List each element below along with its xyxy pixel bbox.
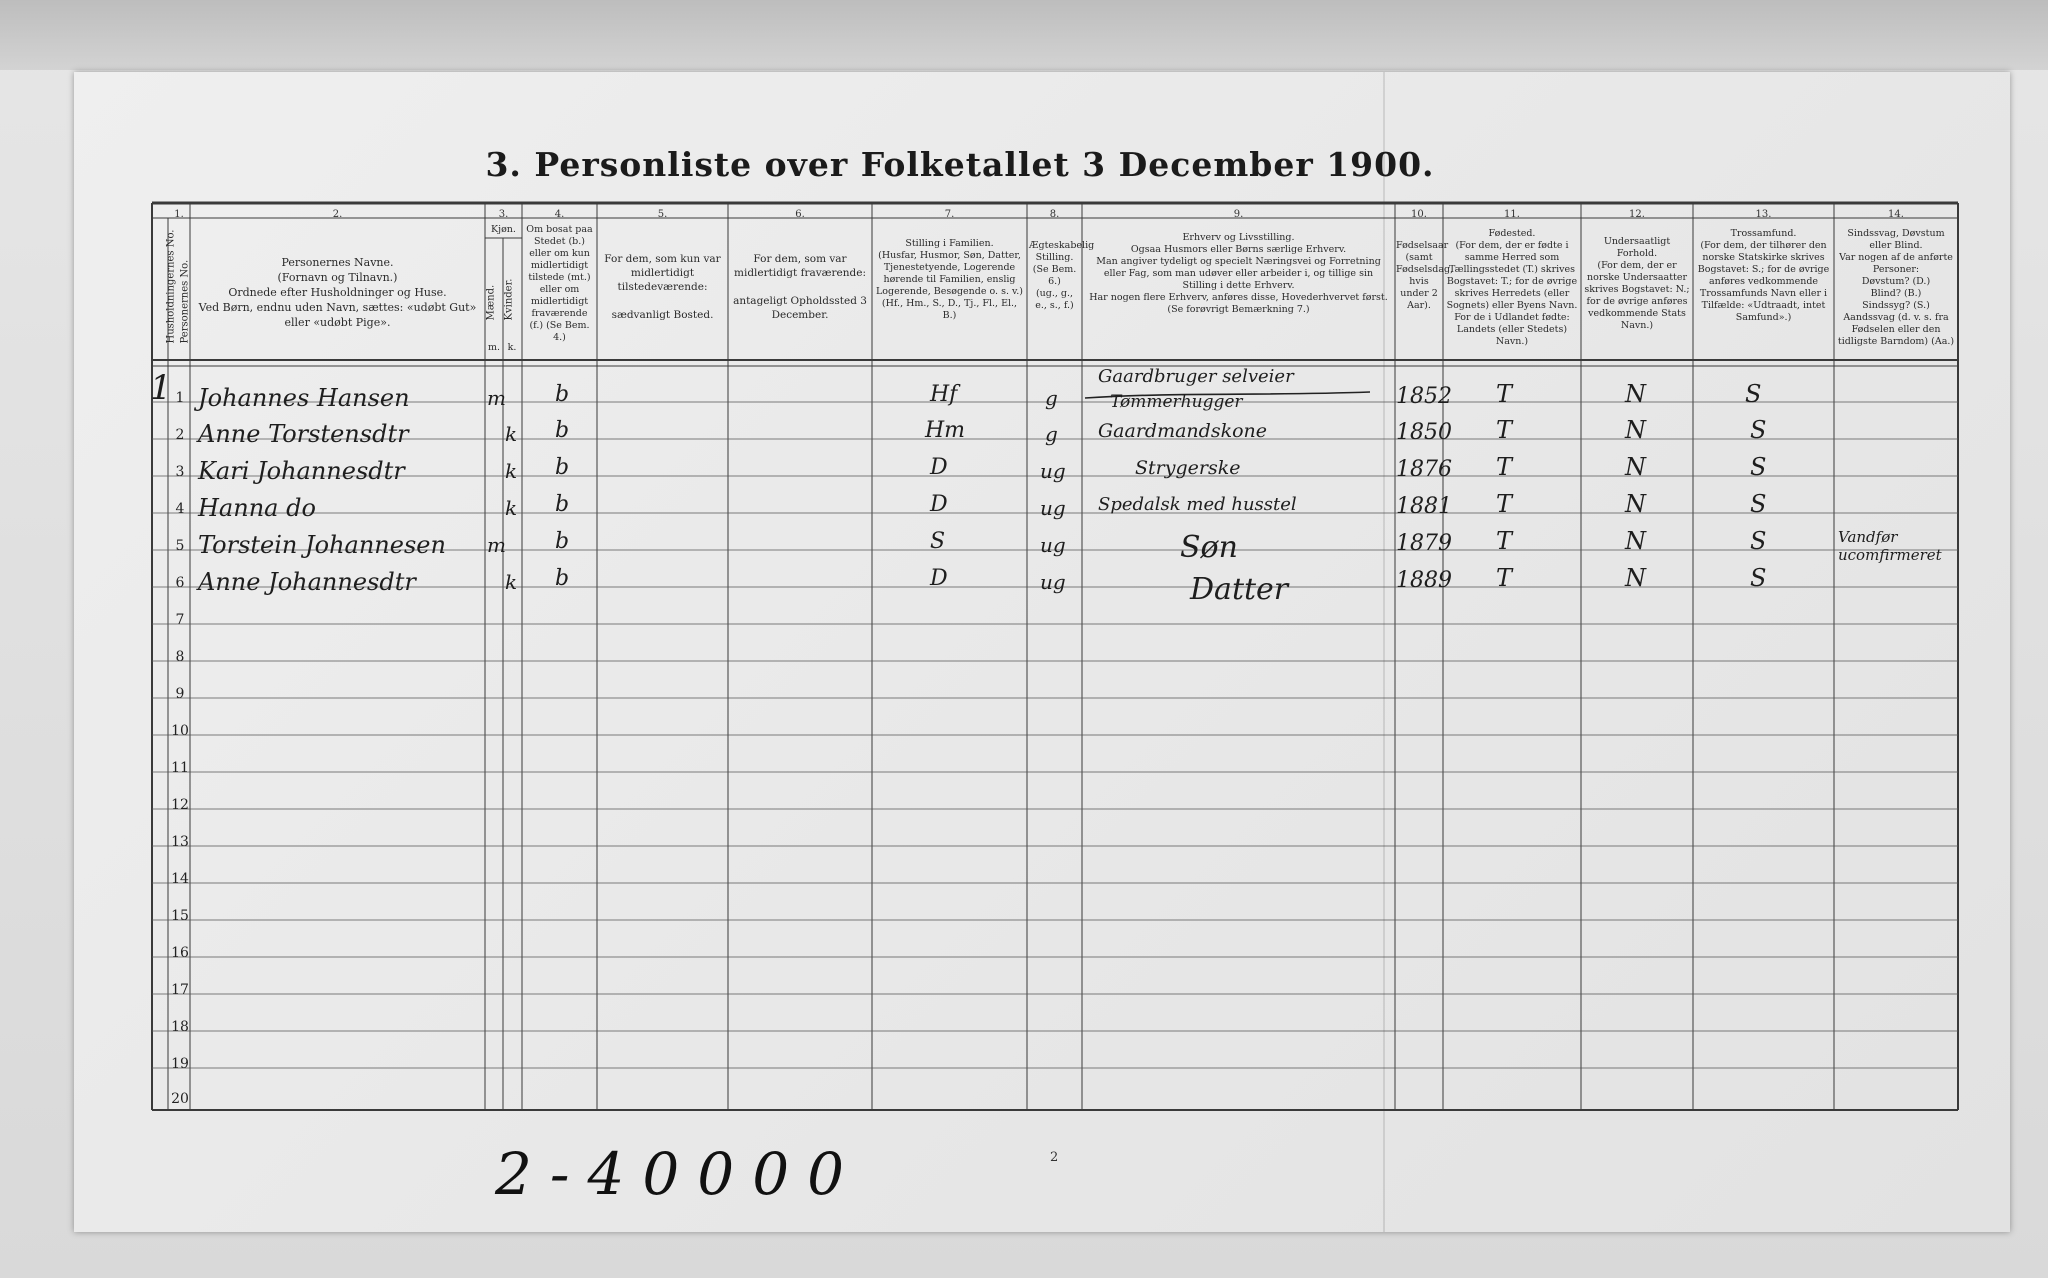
row-number: 15 — [171, 908, 189, 924]
person-faith: S — [1750, 453, 1767, 481]
row-number: 16 — [171, 945, 189, 961]
header-disability: Sindssvag, Døvstum eller Blind. Var nogen af de anførte Personer: Døvstum? (D.) Blind? (B.) Sindssyg? (S.) Aandssvag (d. v. s. fra Fødselen eller den tidligste Barndom) (Aa.) — [1837, 228, 1955, 347]
person-residence: b — [555, 492, 570, 517]
col-number-13: 13. — [1755, 209, 1772, 220]
person-nationality: N — [1625, 416, 1646, 444]
person-name: Hanna do — [198, 494, 316, 522]
person-marital: ug — [1040, 570, 1066, 594]
person-residence: b — [555, 418, 570, 443]
header-men: Mænd. — [485, 284, 497, 321]
person-faith: S — [1750, 416, 1767, 444]
col-number-11: 11. — [1504, 209, 1520, 220]
person-birth-year: 1881 — [1396, 494, 1452, 519]
header-person-no: Personernes No. — [179, 259, 191, 344]
person-name: Torstein Johannesen — [198, 531, 446, 559]
household-number: 1 — [150, 368, 172, 408]
person-faith: S — [1750, 564, 1767, 592]
row-number: 5 — [175, 538, 185, 554]
header-religion: Trossamfund. (For dem, der tilhører den norske Statskirke skrives Bogstavet: S.; for de øvrige anføres vedkommende Trossamfunds Navn eller i Tilfælde: «Udtraadt, intet Samfund».) — [1697, 228, 1830, 323]
person-family-position: D — [930, 492, 948, 517]
person-marital: g — [1045, 386, 1058, 410]
person-birthplace: T — [1496, 416, 1513, 444]
row-number: 19 — [171, 1056, 189, 1072]
person-nationality: N — [1625, 490, 1646, 518]
person-faith: S — [1750, 527, 1767, 555]
person-occupation: Spedalsk med husstel — [1098, 494, 1297, 515]
col-number-9: 9. — [1233, 209, 1244, 220]
person-birth-year: 1879 — [1396, 531, 1452, 556]
person-nationality: N — [1625, 527, 1646, 555]
header-marital-status: Ægteskabelig Stilling. (Se Bem. 6.) (ug., g., e., s., f.) — [1029, 240, 1095, 311]
header-nationality: Undersaatligt Forhold. (For dem, der er norske Undersaatter skrives Bogstavet: N.; for de øvrige anføres vedkommende Stats Navn.) — [1584, 236, 1690, 331]
person-birthplace: T — [1496, 380, 1513, 408]
row-number: 11 — [171, 760, 189, 776]
col-number-1: 1. — [174, 209, 184, 220]
header-family-position: Stilling i Familien. (Husfar, Husmor, Søn, Datter, Tjenestetyende, Logerende hørende til Familien, enslig Logerende, Besøgende o. s. v.) (Hf., Hm., S., D., Tj., Fl., El., B.) — [876, 238, 1023, 321]
col-number-14: 14. — [1888, 209, 1904, 220]
person-name: Anne Johannesdtr — [198, 568, 416, 596]
person-marital: ug — [1040, 459, 1066, 483]
person-occupation: Gaardbruger selveier — [1098, 366, 1294, 387]
row-number: 18 — [171, 1019, 189, 1035]
person-occupation-2: Tømmerhugger — [1110, 392, 1243, 412]
header-birth-year: Fødselsaar (samt Fødselsdag, hvis under 2 Aar). — [1396, 240, 1454, 311]
person-sex: m — [487, 533, 506, 557]
person-nationality: N — [1625, 380, 1646, 408]
row-number: 6 — [175, 575, 185, 591]
row-number: 8 — [175, 649, 185, 665]
person-family-position: S — [930, 529, 946, 554]
col-number-6: 6. — [795, 209, 805, 220]
col-number-7: 7. — [944, 209, 955, 220]
row-number: 20 — [171, 1091, 189, 1107]
person-sex: k — [505, 422, 518, 446]
person-residence: b — [555, 529, 570, 554]
header-temporary-location: For dem, som var midlertidigt fraværende: antageligt Opholdssted 3 December. — [733, 253, 867, 321]
person-family-position: D — [930, 566, 948, 591]
person-family-position: Hm — [925, 418, 966, 443]
person-name: Johannes Hansen — [198, 384, 410, 412]
person-birthplace: T — [1496, 453, 1513, 481]
col-number-12: 12. — [1629, 209, 1645, 220]
person-name: Kari Johannesdtr — [198, 457, 405, 485]
col-number-5: 5. — [657, 209, 668, 220]
header-residence-status: Om bosat paa Stedet (b.) eller om kun midlertidigt tilstede (mt.) eller om midlertidigt fraværende (f.) (Se Bem. 4.) — [526, 224, 593, 343]
header-k: k. — [507, 342, 517, 353]
person-sex: k — [505, 570, 518, 594]
col-number-10: 10. — [1411, 209, 1427, 220]
person-occupation: Datter — [1190, 572, 1289, 607]
header-names: Personernes Navne. (Fornavn og Tilnavn.) Ordnede efter Husholdninger og Huse. Ved Børn, endnu uden Navn, sættes: «udøbt Gut» eller «udøbt Pige». — [198, 256, 477, 329]
person-occupation: Søn — [1180, 530, 1238, 565]
person-faith: S — [1745, 380, 1762, 408]
person-sex: k — [505, 496, 518, 520]
col-number-2: 2. — [332, 209, 343, 220]
person-name: Anne Torstensdtr — [198, 420, 409, 448]
person-marital: ug — [1040, 496, 1066, 520]
person-marital: g — [1045, 422, 1058, 446]
header-sex: Kjøn. — [491, 224, 516, 235]
row-number: 7 — [175, 612, 185, 628]
col-number-3: 3. — [498, 209, 509, 220]
row-number: 9 — [175, 686, 185, 702]
person-note: Vandfør ucomfirmeret — [1838, 528, 1942, 564]
person-sex: m — [487, 386, 506, 410]
col-number-4: 4. — [554, 209, 565, 220]
person-residence: b — [555, 382, 570, 407]
header-occupation: Erhverv og Livsstilling. Ogsaa Husmors eller Børns særlige Erhverv. Man angiver tydeligt og specielt Næringsvei og Forretning eller Fag, som man udøver eller arbeider i, og tillige sin Stilling i dette Erhverv. Har nogen flere Erhverv, anføres disse, Hovederhvervet først. (Se forøvrigt Bemærkning 7.) — [1089, 232, 1388, 315]
row-number: 2 — [175, 427, 185, 443]
header-household-no: Husholdningernes No. — [165, 229, 177, 344]
person-residence: b — [555, 566, 570, 591]
row-number: 10 — [171, 723, 189, 739]
row-number: 3 — [175, 464, 185, 480]
col-number-8: 8. — [1049, 209, 1060, 220]
person-birthplace: T — [1496, 490, 1513, 518]
header-usual-residence: For dem, som kun var midlertidigt tilstedeværende: sædvanligt Bosted. — [604, 253, 721, 321]
person-family-position: D — [930, 455, 948, 480]
person-nationality: N — [1625, 564, 1646, 592]
page-title: 3. Personliste over Folketallet 3 December 1900. — [485, 145, 1435, 184]
person-birth-year: 1876 — [1396, 457, 1452, 482]
row-number: 13 — [171, 834, 189, 850]
header-m: m. — [487, 342, 501, 353]
row-number: 14 — [171, 871, 189, 887]
row-number: 12 — [171, 797, 189, 813]
person-residence: b — [555, 455, 570, 480]
person-occupation: Gaardmandskone — [1098, 420, 1268, 442]
person-birthplace: T — [1496, 527, 1513, 555]
person-birth-year: 1850 — [1396, 420, 1452, 445]
person-faith: S — [1750, 490, 1767, 518]
person-family-position: Hf — [930, 382, 958, 407]
person-birthplace: T — [1496, 564, 1513, 592]
person-occupation: Strygerske — [1135, 457, 1241, 479]
person-marital: ug — [1040, 533, 1066, 557]
person-nationality: N — [1625, 453, 1646, 481]
person-birth-year: 1889 — [1396, 568, 1452, 593]
header-women: Kvinder. — [503, 278, 515, 321]
row-number: 4 — [175, 501, 185, 517]
row-number: 17 — [171, 982, 189, 998]
header-birthplace: Fødested. (For dem, der er fødte i samme Herred som Tællingsstedet (T.) skrives Bogstavet: T.; for de øvrige skrives Herredets (eller Sognets) eller Byens Navn. For de i Udlandet fødte: Landets (eller Stedets) Navn.) — [1446, 228, 1578, 347]
person-sex: k — [505, 459, 518, 483]
row-number: 1 — [175, 390, 185, 406]
archive-number: 2-40000 — [495, 1140, 863, 1208]
person-birth-year: 1852 — [1396, 384, 1452, 409]
page-number: 2 — [1050, 1150, 1059, 1165]
